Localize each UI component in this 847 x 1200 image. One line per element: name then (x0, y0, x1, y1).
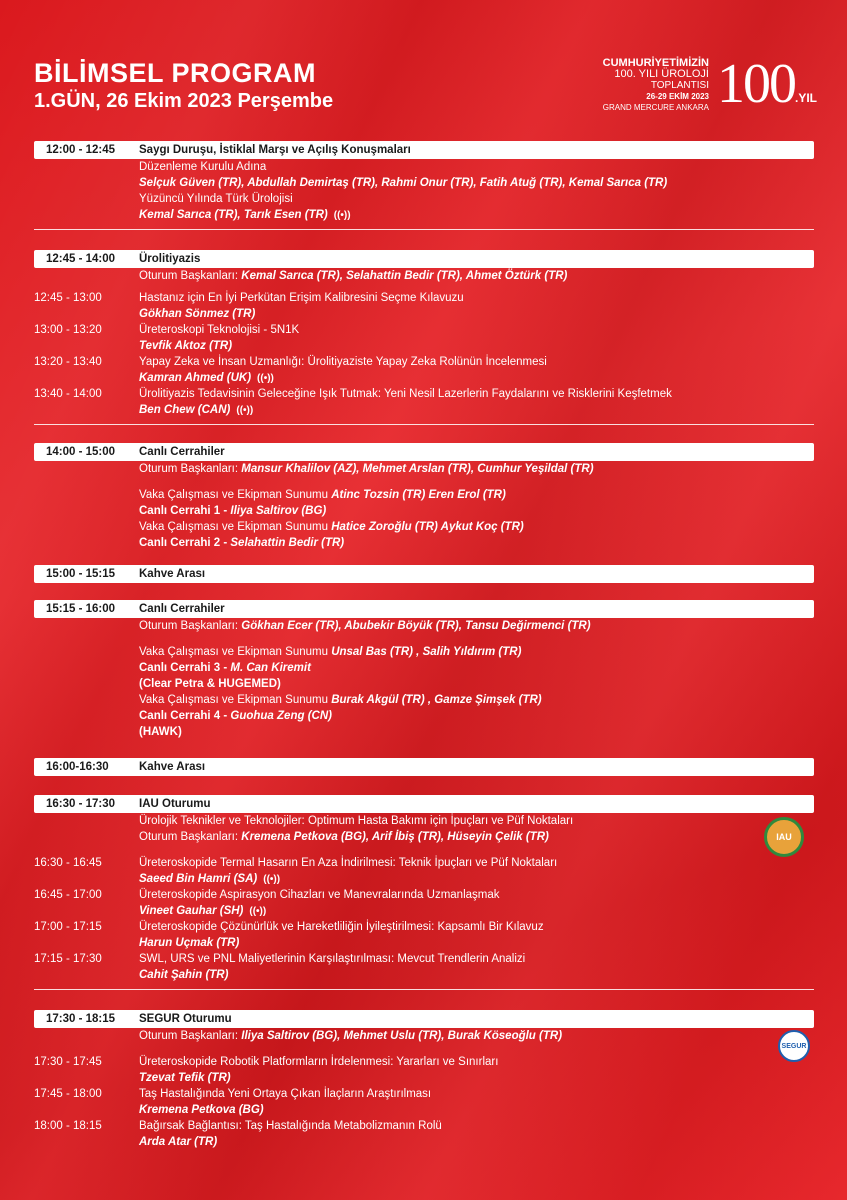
line-speakers: Unsal Bas (TR) , Salih Yıldırım (TR) (331, 646, 522, 658)
session-title: IAU Oturumu (139, 798, 211, 810)
session-line (34, 692, 814, 708)
logo-line2: 100. YILI ÜROLOJİ (614, 68, 709, 80)
session-coffee-break-1 (34, 565, 814, 583)
session-bar (34, 565, 814, 583)
session-line: (HAWK) (139, 726, 182, 738)
item-topic: SWL, URS ve PNL Maliyetlerinin Karşılaştırılması: Mevcut Trendlerin Analizi (139, 953, 526, 965)
item-time: 12:45 - 13:00 (34, 292, 102, 304)
chairs-label: Oturum Başkanları: (139, 620, 242, 632)
item-speaker: Arda Atar (TR) (139, 1136, 218, 1148)
line-speakers: Guohua Zeng (CN) (230, 710, 332, 722)
line-speakers: Iliya Saltirov (BG) (230, 505, 327, 517)
item-topic: Taş Hastalığında Yeni Ortaya Çıkan İlaçların Araştırılması (139, 1088, 432, 1100)
event-logo (602, 53, 817, 124)
item-topic: Üreteroskopide Robotik Platformların İrdelenmesi: Yararları ve Sınırları (139, 1056, 499, 1068)
list-item (34, 887, 814, 919)
session-line (34, 519, 814, 535)
list-item (34, 386, 814, 418)
divider (34, 424, 814, 425)
item-time: 17:30 - 17:45 (34, 1056, 102, 1068)
session-speakers: Selçuk Güven (TR), Abdullah Demirtaş (TR), Rahmi Onur (TR), Fatih Atuğ (TR), Kemal Sarıca (TR) (139, 177, 668, 189)
session-bar (34, 758, 814, 776)
live-broadcast-icon: ((•)) (333, 210, 351, 221)
list-item (34, 919, 814, 951)
session-line (34, 487, 814, 503)
session-bar (34, 795, 814, 813)
line-label: Canlı Cerrahi 1 - (139, 505, 231, 517)
item-topic: Üreteroskopide Termal Hasarın En Aza İndirilmesi: Teknik İpuçları ve Püf Noktaları (139, 857, 558, 869)
list-item (34, 1086, 814, 1118)
event-logo-text (603, 58, 709, 113)
session-line (34, 503, 814, 519)
session-chairs (34, 461, 814, 477)
chairs-label: Oturum Başkanları: (139, 270, 242, 282)
session-chairs (34, 618, 814, 634)
item-time: 17:45 - 18:00 (34, 1088, 102, 1100)
session-bar (34, 600, 814, 618)
list-item (34, 951, 814, 983)
chairs-label: Oturum Başkanları: (139, 1030, 242, 1042)
session-title: Saygı Duruşu, İstiklal Marşı ve Açılış Konuşmaları (139, 144, 411, 156)
session-line (34, 660, 814, 676)
logo-line5: GRAND MERCURE ANKARA (602, 103, 709, 112)
item-topic: Bağırsak Bağlantısı: Taş Hastalığında Metabolizmanın Rolü (139, 1120, 442, 1132)
divider (34, 989, 814, 990)
session-time: 12:00 - 12:45 (46, 144, 116, 156)
session-time: 16:00-16:30 (46, 761, 109, 773)
item-speaker: Saeed Bin Hamri (SA) (139, 873, 258, 885)
line-label: Vaka Çalışması ve Ekipman Sunumu (139, 694, 332, 706)
item-speaker: Kamran Ahmed (UK) (139, 372, 252, 384)
session-time: 15:15 - 16:00 (46, 603, 116, 615)
live-broadcast-icon: ((•)) (257, 373, 274, 384)
session-title: Kahve Arası (139, 761, 206, 773)
item-speaker: Cahit Şahin (TR) (139, 969, 229, 981)
list-item (34, 354, 814, 386)
list-item (34, 1054, 814, 1086)
iau-logo: IAU (764, 817, 804, 857)
session-coffee-break-2 (34, 758, 814, 776)
list-item (34, 290, 814, 322)
session-time: 17:30 - 18:15 (46, 1013, 116, 1025)
session-urolithiasis (34, 250, 814, 425)
list-item (34, 1118, 814, 1150)
item-speaker: Vineet Gauhar (SH) (139, 905, 244, 917)
item-time: 13:40 - 14:00 (34, 388, 102, 400)
session-line (34, 644, 814, 660)
session-chairs (34, 829, 814, 845)
line-label: Canlı Cerrahi 2 - (139, 537, 231, 549)
line-speakers: M. Can Kiremit (230, 662, 311, 674)
page-title: BİLİMSEL PROGRAM (34, 58, 317, 88)
session-time: 12:45 - 14:00 (46, 253, 116, 265)
logo-100-number: 100 (716, 53, 795, 115)
line-label: Canlı Cerrahi 4 - (139, 710, 231, 722)
logo-line3: TOPLANTISI (650, 80, 709, 91)
logo-100-suffix: .YIL (794, 91, 817, 105)
session-opening (34, 141, 814, 230)
session-live-surgery-1 (34, 443, 814, 551)
session-time: 15:00 - 15:15 (46, 568, 116, 580)
session-title: Kahve Arası (139, 568, 206, 580)
item-topic: Üreteroskopi Teknolojisi - 5N1K (139, 324, 300, 336)
session-title: Canlı Cerrahiler (139, 446, 225, 458)
session-chairs (34, 268, 814, 284)
line-label: Vaka Çalışması ve Ekipman Sunumu (139, 646, 332, 658)
header (34, 58, 333, 114)
line-label: Vaka Çalışması ve Ekipman Sunumu (139, 521, 332, 533)
item-time: 17:15 - 17:30 (34, 953, 102, 965)
item-topic: Yapay Zeka ve İnsan Uzmanlığı: Ürolitiyaziste Yapay Zeka Rolünün İncelenmesi (139, 356, 547, 368)
item-time: 17:00 - 17:15 (34, 921, 102, 933)
live-broadcast-icon: ((•)) (249, 906, 267, 917)
session-line: Yüzüncü Yılında Türk Ürolojisi (139, 193, 293, 205)
item-topic: Hastanız için En İyi Perkütan Erişim Kalibresini Seçme Kılavuzu (139, 292, 464, 304)
session-bar (34, 443, 814, 461)
divider (34, 229, 814, 230)
item-time: 16:30 - 16:45 (34, 857, 102, 869)
line-speakers: Selahattin Bedir (TR) (230, 537, 345, 549)
session-subtitle: Ürolojik Teknikler ve Teknolojiler: Optimum Hasta Bakımı için İpuçları ve Püf Noktaları (139, 815, 574, 827)
item-time: 18:00 - 18:15 (34, 1120, 102, 1132)
session-bar (34, 250, 814, 268)
session-time: 16:30 - 17:30 (46, 798, 116, 810)
chairs-names: Kremena Petkova (BG), Arif İbiş (TR), Hüseyin Çelik (TR) (241, 831, 549, 843)
item-topic: Üreteroskopide Aspirasyon Cihazları ve Manevralarında Uzmanlaşmak (139, 889, 500, 901)
session-live-surgery-2 (34, 600, 814, 740)
live-broadcast-icon: ((•)) (236, 405, 254, 416)
page-subtitle: 1.GÜN, 26 Ekim 2023 Perşembe (34, 90, 334, 112)
session-chairs (34, 1028, 814, 1044)
item-speaker: Tevfik Aktoz (TR) (139, 340, 233, 352)
session-line: Düzenleme Kurulu Adına (139, 161, 267, 173)
item-speaker: Gökhan Sönmez (TR) (139, 308, 256, 320)
session-line (34, 535, 814, 551)
item-time: 13:00 - 13:20 (34, 324, 102, 336)
item-time: 16:45 - 17:00 (34, 889, 102, 901)
line-speakers: Burak Akgül (TR) , Gamze Şimşek (TR) (331, 694, 542, 706)
session-title: SEGUR Oturumu (139, 1013, 232, 1025)
logo-line1: CUMHURİYETİMİZİN (602, 57, 709, 69)
session-time: 14:00 - 15:00 (46, 446, 116, 458)
list-item (34, 322, 814, 354)
session-segur (34, 1010, 814, 1150)
item-speaker: Kremena Petkova (BG) (139, 1104, 264, 1116)
logo-line4: 26-29 EKİM 2023 (646, 92, 709, 101)
session-bar (34, 141, 814, 159)
item-speaker: Harun Uçmak (TR) (139, 937, 240, 949)
chairs-label: Oturum Başkanları: (139, 831, 242, 843)
list-item (34, 855, 814, 887)
chairs-names: Gökhan Ecer (TR), Abubekir Böyük (TR), Tansu Değirmenci (TR) (241, 620, 591, 632)
session-line: (Clear Petra & HUGEMED) (139, 678, 281, 690)
item-speaker: Ben Chew (CAN) (139, 404, 231, 416)
chairs-names: Mansur Khalilov (AZ), Mehmet Arslan (TR), Cumhur Yeşildal (TR) (241, 463, 594, 475)
chairs-label: Oturum Başkanları: (139, 463, 242, 475)
session-title: Ürolitiyazis (139, 253, 201, 265)
item-topic: Üreteroskopide Çözünürlük ve Hareketliliğin İyileştirilmesi: Kapsamlı Bir Kılavuz (139, 921, 544, 933)
logo-100 (716, 53, 817, 124)
segur-logo: SEGUR (778, 1030, 810, 1062)
item-topic: Ürolitiyazis Tedavisinin Geleceğine Işık Tutmak: Yeni Nesil Lazerlerin Faydalarını ve Risklerini Keşfetmek (139, 388, 672, 400)
session-line (34, 708, 814, 724)
line-speakers: Atinc Tozsin (TR) Eren Erol (TR) (331, 489, 506, 501)
session-speakers: Kemal Sarıca (TR), Tarık Esen (TR) (139, 209, 328, 221)
session-bar (34, 1010, 814, 1028)
session-iau (34, 795, 814, 990)
chairs-names: Iliya Saltirov (BG), Mehmet Uslu (TR), Burak Köseoğlu (TR) (241, 1030, 563, 1042)
session-title: Canlı Cerrahiler (139, 603, 225, 615)
item-time: 13:20 - 13:40 (34, 356, 102, 368)
line-label: Vaka Çalışması ve Ekipman Sunumu (139, 489, 332, 501)
line-speakers: Hatice Zoroğlu (TR) Aykut Koç (TR) (331, 521, 524, 533)
chairs-names: Kemal Sarıca (TR), Selahattin Bedir (TR), Ahmet Öztürk (TR) (241, 270, 568, 282)
item-speaker: Tzevat Tefik (TR) (139, 1072, 231, 1084)
line-label: Canlı Cerrahi 3 - (139, 662, 231, 674)
live-broadcast-icon: ((•)) (263, 874, 281, 885)
